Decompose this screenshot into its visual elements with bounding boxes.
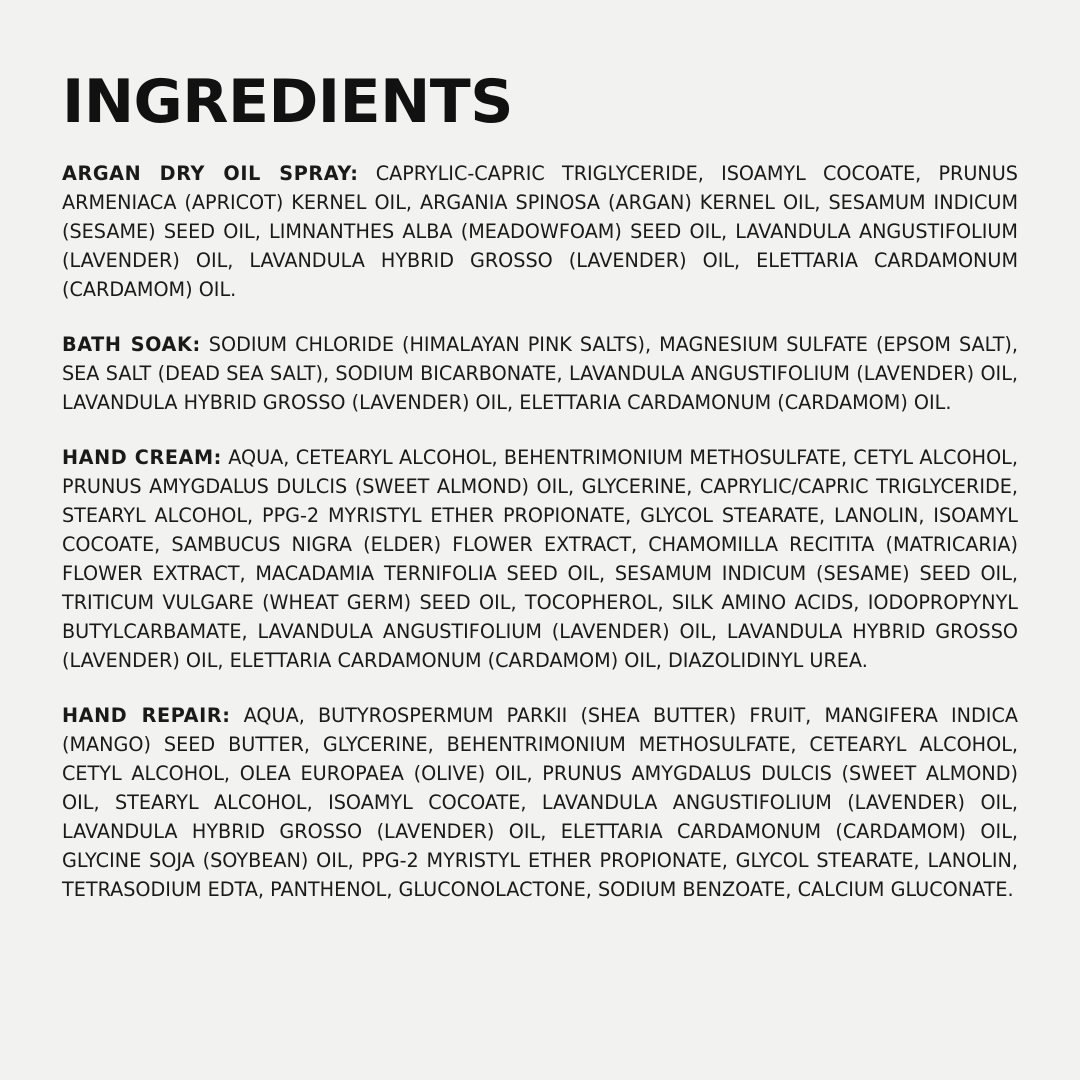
section-paragraph — [62, 702, 1018, 905]
section-text: AQUA, BUTYROSPERMUM PARKII (SHEA BUTTER) FRUIT, MANGIFERA INDICA (MANGO) SEED BUTTER, GLYCERINE, BEHENTRIMONIUM METHOSULFATE, CETEARYL ALCOHOL, CETYL ALCOHOL, OLEA EUROPAEA (OLIVE) OIL, PRUNUS AMYGDALUS DULCIS (SWEET ALMOND) OIL, STEARYL ALCOHOL, ISOAMYL COCOATE, LAVANDULA ANGUSTIFOLIUM (LAVENDER) OIL, LAVANDULA HYBRID GROSSO (LAVENDER) OIL, ELETTARIA CARDAMONUM (CARDAMOM) OIL, GLYCINE SOJA (SOYBEAN) OIL, PPG-2 MYRISTYL ETHER PROPIONATE, GLYCOL STEARATE, LANOLIN, TETRASODIUM EDTA, PANTHENOL, GLUCONOLACTONE, SODIUM BENZOATE, CALCIUM GLUCONATE. — [62, 703, 1018, 901]
ingredient-section-bath-soak — [62, 331, 1018, 418]
ingredient-section-hand-repair — [62, 702, 1018, 905]
section-paragraph — [62, 444, 1018, 676]
section-text: CAPRYLIC-CAPRIC TRIGLYCERIDE, ISOAMYL COCOATE, PRUNUS ARMENIACA (APRICOT) KERNEL OIL, ARGANIA SPINOSA (ARGAN) KERNEL OIL, SESAMUM INDICUM (SESAME) SEED OIL, LIMNANTHES ALBA (MEADOWFOAM) SEED OIL, LAVANDULA ANGUSTIFOLIUM (LAVENDER) OIL, LAVANDULA HYBRID GROSSO (LAVENDER) OIL, ELETTARIA CARDAMONUM (CARDAMOM) OIL. — [62, 162, 1018, 301]
section-text: SODIUM CHLORIDE (HIMALAYAN PINK SALTS), MAGNESIUM SULFATE (EPSOM SALT), SEA SALT (DEAD SEA SALT), SODIUM BICARBONATE, LAVANDULA ANGUSTIFOLIUM (LAVENDER) OIL, LAVANDULA HYBRID GROSSO (LAVENDER) OIL, ELETTARIA CARDAMONUM (CARDAMOM) OIL. — [62, 332, 1018, 414]
section-text: AQUA, CETEARYL ALCOHOL, BEHENTRIMONIUM METHOSULFATE, CETYL ALCOHOL, PRUNUS AMYGDALUS DULCIS (SWEET ALMOND) OIL, GLYCERINE, CAPRYLIC/CAPRIC TRIGLYCERIDE, STEARYL ALCOHOL, PPG-2 MYRISTYL ETHER PROPIONATE, GLYCOL STEARATE, LANOLIN, ISOAMYL COCOATE, SAMBUCUS NIGRA (ELDER) FLOWER EXTRACT, CHAMOMILLA RECITITA (MATRICARIA) FLOWER EXTRACT, MACADAMIA TERNIFOLIA SEED OIL, SESAMUM INDICUM (SESAME) SEED OIL, TRITICUM VULGARE (WHEAT GERM) SEED OIL, TOCOPHEROL, SILK AMINO ACIDS, IODOPROPYNYL BUTYLCARBAMATE, LAVANDULA ANGUSTIFOLIUM (LAVENDER) OIL, LAVANDULA HYBRID GROSSO (LAVENDER) OIL, ELETTARIA CARDAMONUM (CARDAMOM) OIL, DIAZOLIDINYL UREA. — [62, 445, 1018, 672]
section-paragraph — [62, 331, 1018, 418]
section-label: HAND CREAM: — [62, 445, 222, 469]
page-title: INGREDIENTS — [62, 67, 513, 137]
ingredient-section-hand-cream — [62, 444, 1018, 676]
section-paragraph — [62, 160, 1018, 305]
ingredient-section-argan-dry-oil-spray — [62, 160, 1018, 305]
section-label: BATH SOAK: — [62, 332, 201, 356]
section-label: ARGAN DRY OIL SPRAY: — [62, 162, 359, 185]
section-label: HAND REPAIR: — [62, 703, 231, 727]
